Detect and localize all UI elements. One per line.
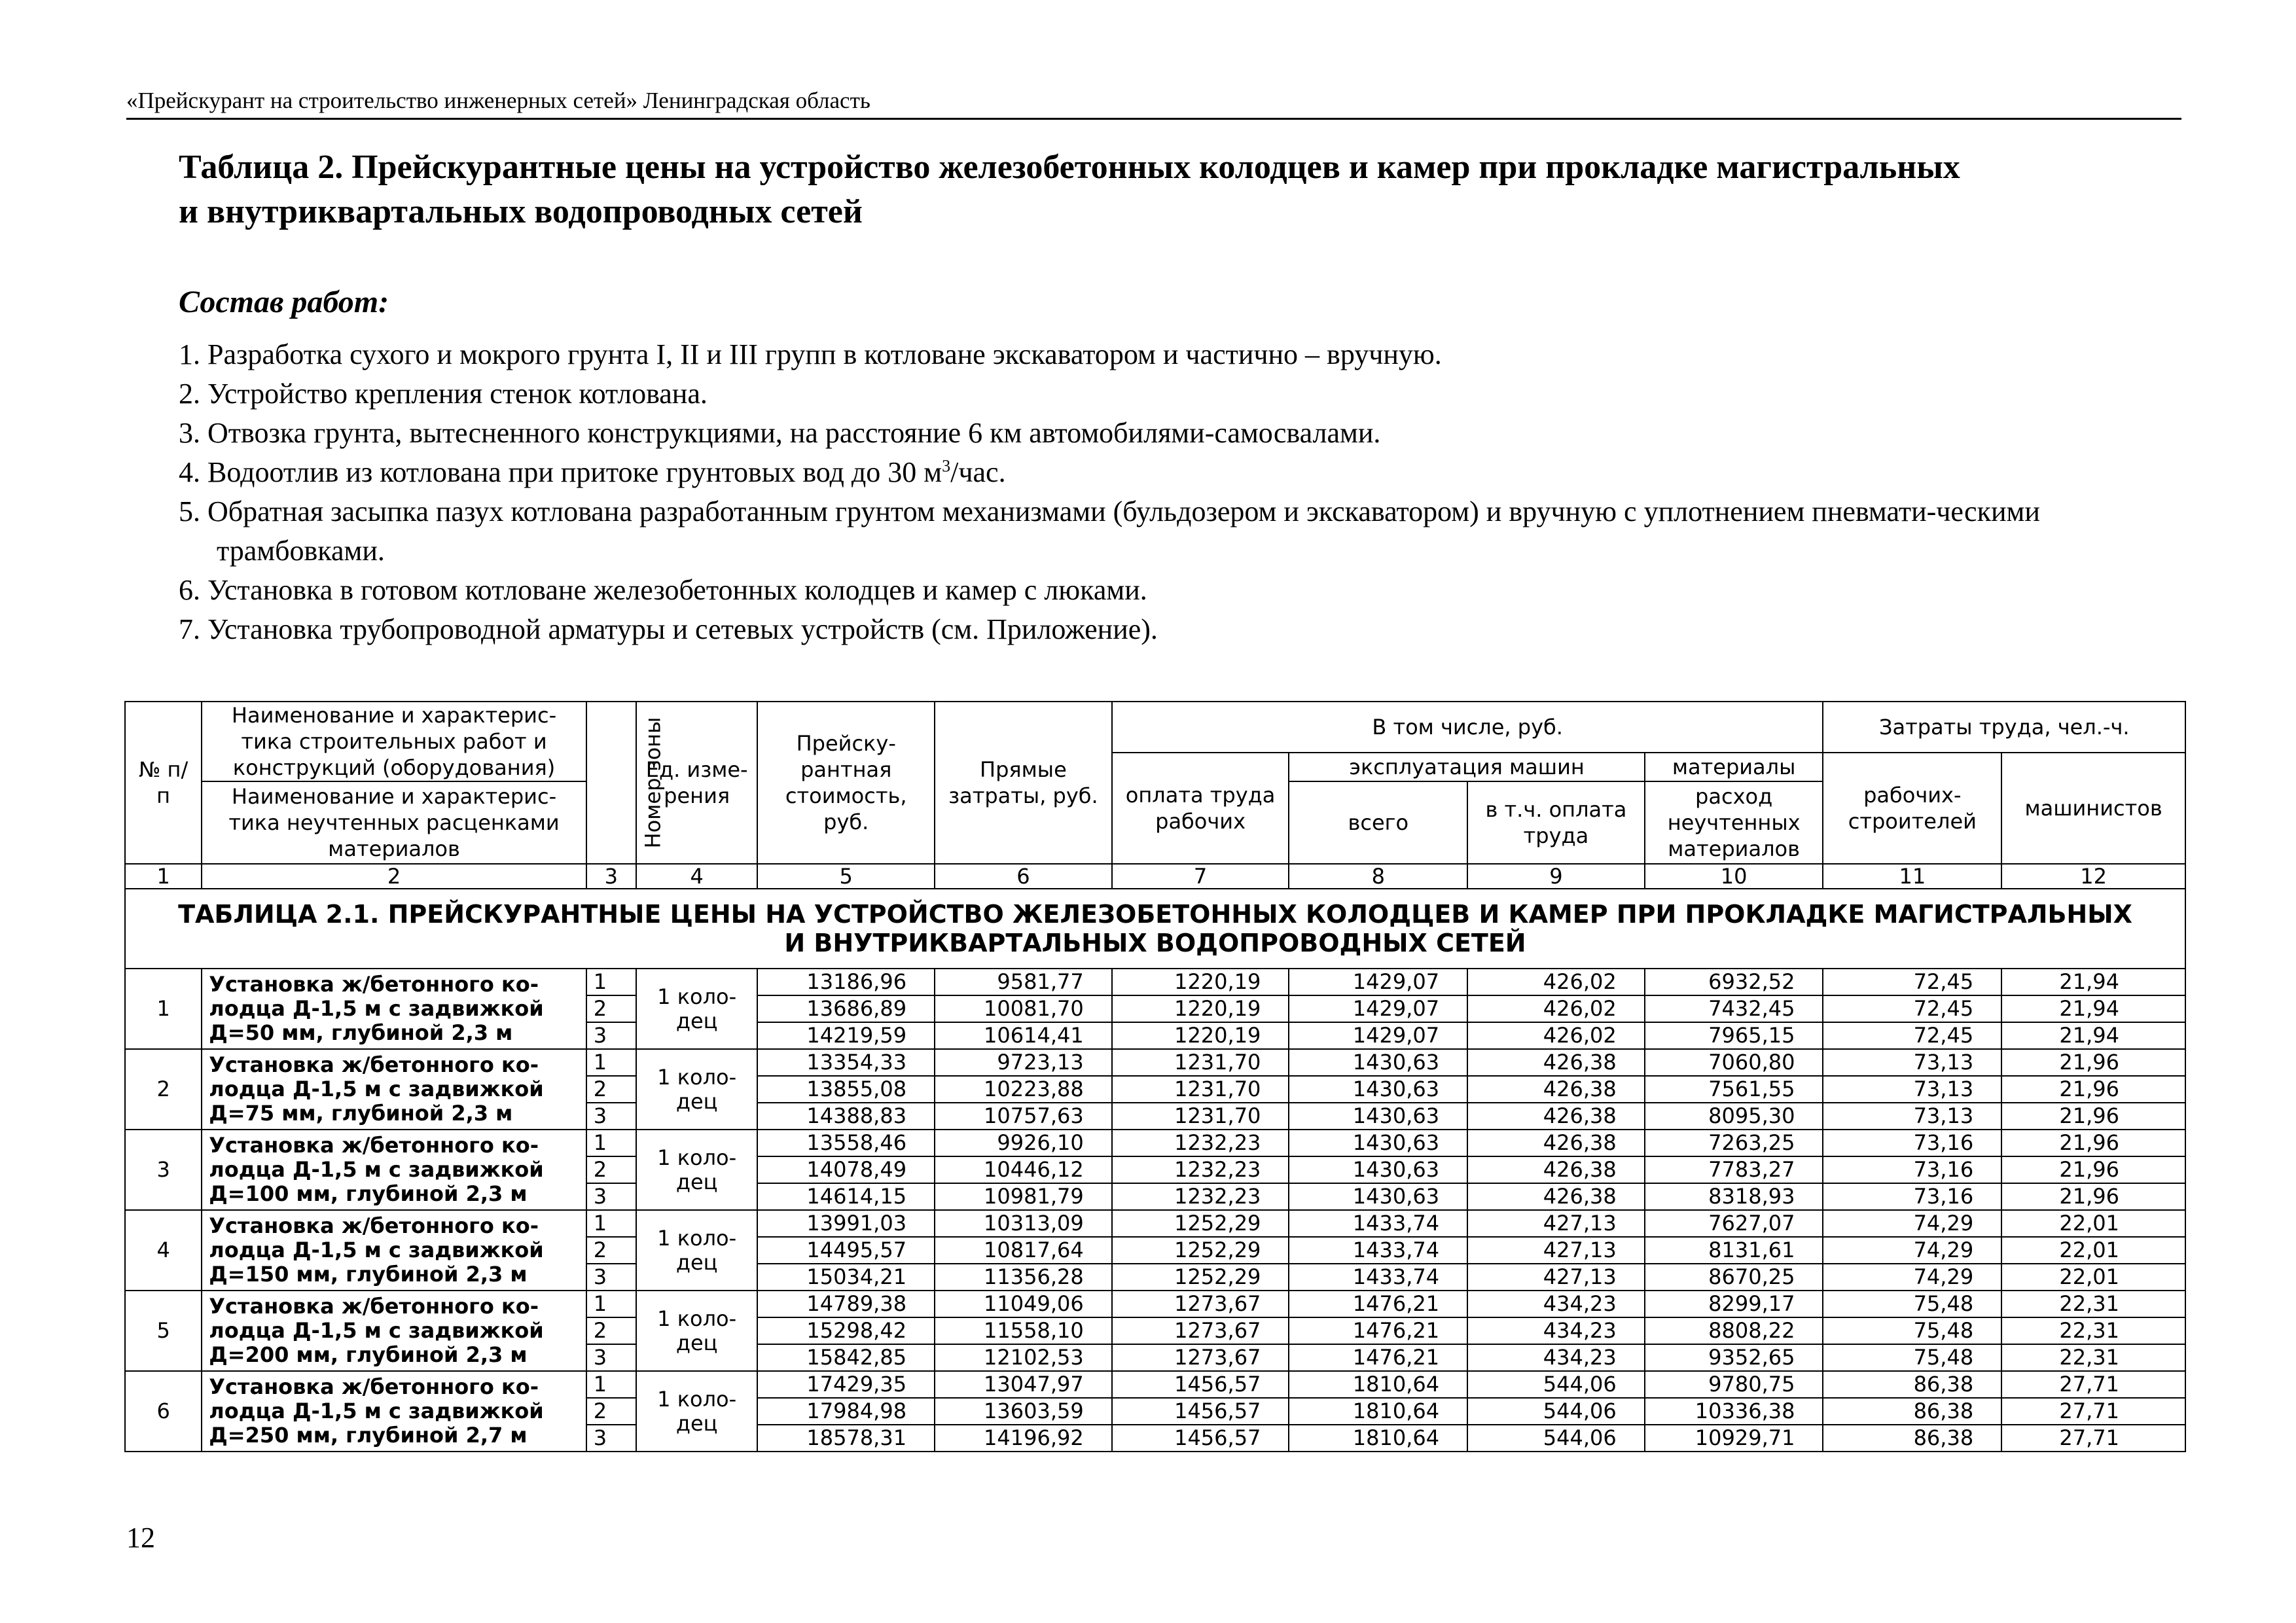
item-number: 5 (125, 1291, 202, 1371)
subtable-title-line-1: ТАБЛИЦА 2.1. ПРЕЙСКУРАНТНЫЕ ЦЕНЫ НА УСТРОЙСТВО ЖЕЛЕЗОБЕТОННЫХ КОЛОДЦЕВ И КАМЕР ПРИ ПРОКЛАДКЕ МАГИСТРАЛЬНЫХ (178, 900, 2132, 929)
machines-pay-cell: 427,13 (1467, 1237, 1645, 1264)
price-cell: 17429,35 (757, 1371, 935, 1398)
machines-pay-cell: 426,02 (1467, 969, 1645, 995)
work-item (179, 453, 2195, 492)
materials-cell: 7060,80 (1645, 1049, 1823, 1076)
zone-cell: 3 (586, 1344, 636, 1371)
machines-total-cell: 1430,63 (1289, 1076, 1467, 1103)
workers-cell: 86,38 (1823, 1371, 2001, 1398)
operators-cell: 27,71 (2001, 1425, 2185, 1452)
price-cell: 13186,96 (757, 969, 935, 995)
direct-cell: 10446,12 (935, 1156, 1112, 1183)
workers-cell: 86,38 (1823, 1425, 2001, 1452)
labor-pay-cell: 1232,23 (1112, 1130, 1289, 1156)
zone-cell: 2 (586, 995, 636, 1022)
labor-pay-cell: 1231,70 (1112, 1049, 1289, 1076)
direct-cell: 13603,59 (935, 1398, 1112, 1425)
materials-cell: 8808,22 (1645, 1317, 1823, 1344)
zone-cell: 1 (586, 1291, 636, 1317)
header-workers: рабочих-строителей (1823, 753, 2001, 864)
zone-cell: 3 (586, 1264, 636, 1291)
labor-pay-cell: 1456,57 (1112, 1398, 1289, 1425)
machines-pay-cell: 434,23 (1467, 1317, 1645, 1344)
header-direct: Прямые затраты, руб. (935, 702, 1112, 864)
direct-cell: 10223,88 (935, 1076, 1112, 1103)
operators-cell: 21,96 (2001, 1103, 2185, 1130)
machines-pay-cell: 544,06 (1467, 1371, 1645, 1398)
materials-cell: 7432,45 (1645, 995, 1823, 1022)
zone-cell: 2 (586, 1156, 636, 1183)
direct-cell: 10757,63 (935, 1103, 1112, 1130)
header-price: Прейску-рантная стоимость, руб. (757, 702, 935, 864)
materials-cell: 7263,25 (1645, 1130, 1823, 1156)
machines-pay-cell: 426,38 (1467, 1103, 1645, 1130)
item-number: 4 (125, 1210, 202, 1291)
price-cell: 13558,46 (757, 1130, 935, 1156)
zone-cell: 3 (586, 1183, 636, 1210)
machines-total-cell: 1433,74 (1289, 1264, 1467, 1291)
price-cell: 17984,98 (757, 1398, 935, 1425)
labor-pay-cell: 1456,57 (1112, 1371, 1289, 1398)
work-item: 1. Разработка сухого и мокрого грунта I, II и III групп в котловане экскаватором и частично – вручную. (179, 338, 1442, 370)
workers-cell: 73,16 (1823, 1130, 2001, 1156)
header-name-bottom: Наименование и характерис-тика неучтенных расценками материалов (202, 781, 586, 864)
labor-pay-cell: 1252,29 (1112, 1264, 1289, 1291)
zone-cell: 3 (586, 1103, 636, 1130)
operators-cell: 27,71 (2001, 1371, 2185, 1398)
zone-cell: 1 (586, 1210, 636, 1237)
workers-cell: 72,45 (1823, 969, 2001, 995)
labor-pay-cell: 1231,70 (1112, 1103, 1289, 1130)
machines-pay-cell: 544,06 (1467, 1398, 1645, 1425)
column-number: 9 (1467, 864, 1645, 889)
materials-cell: 7627,07 (1645, 1210, 1823, 1237)
machines-total-cell: 1810,64 (1289, 1371, 1467, 1398)
works-heading: Состав работ: (179, 285, 389, 319)
header-unit: Ед. изме-рения (636, 702, 757, 864)
operators-cell: 21,94 (2001, 1022, 2185, 1049)
machines-total-cell: 1476,21 (1289, 1291, 1467, 1317)
operators-cell: 22,31 (2001, 1317, 2185, 1344)
labor-pay-cell: 1232,23 (1112, 1183, 1289, 1210)
work-item-text-end: /час. (950, 456, 1006, 488)
labor-pay-cell: 1232,23 (1112, 1156, 1289, 1183)
machines-total-cell: 1429,07 (1289, 995, 1467, 1022)
direct-cell: 10081,70 (935, 995, 1112, 1022)
direct-cell: 14196,92 (935, 1425, 1112, 1452)
price-cell: 14495,57 (757, 1237, 935, 1264)
labor-pay-cell: 1231,70 (1112, 1076, 1289, 1103)
item-number: 2 (125, 1049, 202, 1130)
zone-cell: 3 (586, 1022, 636, 1049)
workers-cell: 75,48 (1823, 1344, 2001, 1371)
workers-cell: 74,29 (1823, 1210, 2001, 1237)
price-cell: 14078,49 (757, 1156, 935, 1183)
materials-cell: 7783,27 (1645, 1156, 1823, 1183)
superscript: 3 (942, 456, 951, 476)
machines-pay-cell: 426,02 (1467, 1022, 1645, 1049)
item-name: Установка ж/бетонного ко-лодца Д-1,5 м с задвижкой Д=150 мм, глубиной 2,3 м (202, 1210, 586, 1291)
workers-cell: 73,13 (1823, 1076, 2001, 1103)
column-number: 12 (2001, 864, 2185, 889)
machines-pay-cell: 426,38 (1467, 1076, 1645, 1103)
title-line-2: и внутриквартальных водопроводных сетей (179, 193, 863, 230)
header-operators: машинистов (2001, 753, 2185, 864)
unit-cell: 1 коло-дец (636, 1049, 757, 1130)
labor-pay-cell: 1273,67 (1112, 1291, 1289, 1317)
direct-cell: 10981,79 (935, 1183, 1112, 1210)
header-incl-pay: в т.ч. оплата труда (1467, 781, 1645, 864)
work-item-text: 4. Водоотлив из котлована при притоке грунтовых вод до 30 м (179, 456, 942, 488)
machines-total-cell: 1433,74 (1289, 1237, 1467, 1264)
direct-cell: 9581,77 (935, 969, 1112, 995)
header-materials: материалы (1645, 753, 1823, 781)
machines-pay-cell: 426,02 (1467, 995, 1645, 1022)
machines-pay-cell: 426,38 (1467, 1183, 1645, 1210)
machines-total-cell: 1429,07 (1289, 969, 1467, 995)
labor-pay-cell: 1273,67 (1112, 1344, 1289, 1371)
machines-pay-cell: 426,38 (1467, 1130, 1645, 1156)
labor-pay-cell: 1220,19 (1112, 995, 1289, 1022)
header-labor-pay: оплата труда рабочих (1112, 753, 1289, 864)
machines-pay-cell: 427,13 (1467, 1210, 1645, 1237)
column-number: 2 (202, 864, 586, 889)
title-line-1: Таблица 2. Прейскурантные цены на устройство железобетонных колодцев и камер при прокладке магистральных (179, 149, 1960, 186)
column-number: 3 (586, 864, 636, 889)
direct-cell: 10817,64 (935, 1237, 1112, 1264)
table-row (125, 1210, 2185, 1237)
workers-cell: 74,29 (1823, 1264, 2001, 1291)
column-number: 11 (1823, 864, 2001, 889)
workers-cell: 72,45 (1823, 995, 2001, 1022)
header-zone-label: Номер зоны (640, 717, 666, 849)
work-item: 6. Установка в готовом котловане железобетонных колодцев и камер с люками. (179, 574, 1147, 606)
unit-cell: 1 коло-дец (636, 1371, 757, 1452)
workers-cell: 73,16 (1823, 1183, 2001, 1210)
machines-total-cell: 1430,63 (1289, 1103, 1467, 1130)
machines-pay-cell: 426,38 (1467, 1156, 1645, 1183)
price-cell: 13686,89 (757, 995, 935, 1022)
header-zone (586, 702, 666, 864)
page-number: 12 (126, 1522, 155, 1554)
column-number: 1 (125, 864, 202, 889)
works-list (179, 335, 2195, 649)
workers-cell: 75,48 (1823, 1317, 2001, 1344)
zone-cell: 1 (586, 1371, 636, 1398)
column-number: 8 (1289, 864, 1467, 889)
labor-pay-cell: 1220,19 (1112, 1022, 1289, 1049)
zone-cell: 2 (586, 1237, 636, 1264)
workers-cell: 73,16 (1823, 1156, 2001, 1183)
subtable-title-line-2: И ВНУТРИКВАРТАЛЬНЫХ ВОДОПРОВОДНЫХ СЕТЕЙ (784, 929, 1526, 957)
direct-cell: 11356,28 (935, 1264, 1112, 1291)
machines-total-cell: 1476,21 (1289, 1344, 1467, 1371)
zone-cell: 2 (586, 1317, 636, 1344)
materials-cell: 9352,65 (1645, 1344, 1823, 1371)
operators-cell: 27,71 (2001, 1398, 2185, 1425)
machines-pay-cell: 426,38 (1467, 1049, 1645, 1076)
operators-cell: 21,96 (2001, 1130, 2185, 1156)
machines-total-cell: 1476,21 (1289, 1317, 1467, 1344)
zone-cell: 2 (586, 1398, 636, 1425)
direct-cell: 11049,06 (935, 1291, 1112, 1317)
price-cell: 15298,42 (757, 1317, 935, 1344)
direct-cell: 13047,97 (935, 1371, 1112, 1398)
operators-cell: 22,01 (2001, 1264, 2185, 1291)
item-name: Установка ж/бетонного ко-лодца Д-1,5 м с задвижкой Д=75 мм, глубиной 2,3 м (202, 1049, 586, 1130)
table-row (125, 1049, 2185, 1076)
workers-cell: 86,38 (1823, 1398, 2001, 1425)
materials-cell: 8095,30 (1645, 1103, 1823, 1130)
table-row (125, 1371, 2185, 1398)
price-cell: 13855,08 (757, 1076, 935, 1103)
item-name: Установка ж/бетонного ко-лодца Д-1,5 м с задвижкой Д=200 мм, глубиной 2,3 м (202, 1291, 586, 1371)
item-name: Установка ж/бетонного ко-лодца Д-1,5 м с задвижкой Д=250 мм, глубиной 2,7 м (202, 1371, 586, 1452)
direct-cell: 12102,53 (935, 1344, 1112, 1371)
operators-cell: 22,31 (2001, 1344, 2185, 1371)
header-unaccounted: расход неучтенных материалов (1645, 781, 1823, 864)
subtable-title-row (125, 889, 2185, 969)
machines-total-cell: 1430,63 (1289, 1183, 1467, 1210)
workers-cell: 73,13 (1823, 1103, 2001, 1130)
price-cell: 15842,85 (757, 1344, 935, 1371)
work-item: 2. Устройство крепления стенок котлована. (179, 378, 708, 410)
zone-cell: 1 (586, 969, 636, 995)
operators-cell: 22,31 (2001, 1291, 2185, 1317)
labor-pay-cell: 1252,29 (1112, 1210, 1289, 1237)
materials-cell: 7561,55 (1645, 1076, 1823, 1103)
materials-cell: 8299,17 (1645, 1291, 1823, 1317)
machines-pay-cell: 427,13 (1467, 1264, 1645, 1291)
column-numbers-row (125, 864, 2185, 889)
table-row (125, 1130, 2185, 1156)
column-number: 5 (757, 864, 935, 889)
header-incl: В том числе, руб. (1112, 702, 1823, 753)
labor-pay-cell: 1220,19 (1112, 969, 1289, 995)
workers-cell: 73,13 (1823, 1049, 2001, 1076)
header-num: № п/п (125, 702, 202, 864)
item-name: Установка ж/бетонного ко-лодца Д-1,5 м с задвижкой Д=100 мм, глубиной 2,3 м (202, 1130, 586, 1210)
price-cell: 13991,03 (757, 1210, 935, 1237)
labor-pay-cell: 1273,67 (1112, 1317, 1289, 1344)
price-cell: 14388,83 (757, 1103, 935, 1130)
item-number: 6 (125, 1371, 202, 1452)
price-cell: 15034,21 (757, 1264, 935, 1291)
running-header: «Прейскурант на строительство инженерных сетей» Ленинградская область (126, 86, 2181, 120)
materials-cell: 8670,25 (1645, 1264, 1823, 1291)
price-cell: 14789,38 (757, 1291, 935, 1317)
column-number: 4 (636, 864, 757, 889)
zone-cell: 2 (586, 1076, 636, 1103)
materials-cell: 6932,52 (1645, 969, 1823, 995)
item-number: 3 (125, 1130, 202, 1210)
materials-cell: 7965,15 (1645, 1022, 1823, 1049)
machines-total-cell: 1430,63 (1289, 1049, 1467, 1076)
item-name: Установка ж/бетонного ко-лодца Д-1,5 м с задвижкой Д=50 мм, глубиной 2,3 м (202, 969, 586, 1049)
table-row (125, 969, 2185, 995)
labor-pay-cell: 1456,57 (1112, 1425, 1289, 1452)
work-item: 3. Отвозка грунта, вытесненного конструкциями, на расстояние 6 км автомобилями-самосвалами. (179, 417, 1381, 449)
table-row (125, 1291, 2185, 1317)
operators-cell: 21,96 (2001, 1183, 2185, 1210)
column-number: 10 (1645, 864, 1823, 889)
machines-total-cell: 1433,74 (1289, 1210, 1467, 1237)
materials-cell: 9780,75 (1645, 1371, 1823, 1398)
operators-cell: 22,01 (2001, 1237, 2185, 1264)
unit-cell: 1 коло-дец (636, 1210, 757, 1291)
direct-cell: 10313,09 (935, 1210, 1112, 1237)
operators-cell: 21,96 (2001, 1156, 2185, 1183)
machines-total-cell: 1810,64 (1289, 1398, 1467, 1425)
unit-cell: 1 коло-дец (636, 1130, 757, 1210)
column-number: 7 (1112, 864, 1289, 889)
direct-cell: 10614,41 (935, 1022, 1112, 1049)
machines-pay-cell: 434,23 (1467, 1344, 1645, 1371)
materials-cell: 10336,38 (1645, 1398, 1823, 1425)
table-data (125, 969, 2185, 1452)
header-machines: эксплуатация машин (1289, 753, 1644, 781)
machines-pay-cell: 434,23 (1467, 1291, 1645, 1317)
item-number: 1 (125, 969, 202, 1049)
page-title (179, 145, 2195, 234)
header-name-top: Наименование и характерис-тика строительных работ и конструкций (оборудования) (202, 702, 586, 781)
zone-cell: 1 (586, 1049, 636, 1076)
machines-total-cell: 1810,64 (1289, 1425, 1467, 1452)
column-number: 6 (935, 864, 1112, 889)
header-labor: Затраты труда, чел.-ч. (1823, 702, 2185, 753)
price-cell: 18578,31 (757, 1425, 935, 1452)
zone-cell: 3 (586, 1425, 636, 1452)
workers-cell: 74,29 (1823, 1237, 2001, 1264)
labor-pay-cell: 1252,29 (1112, 1237, 1289, 1264)
operators-cell: 21,94 (2001, 969, 2185, 995)
header-total: всего (1289, 781, 1467, 864)
operators-cell: 21,96 (2001, 1049, 2185, 1076)
direct-cell: 9926,10 (935, 1130, 1112, 1156)
machines-total-cell: 1430,63 (1289, 1130, 1467, 1156)
machines-pay-cell: 544,06 (1467, 1425, 1645, 1452)
unit-cell: 1 коло-дец (636, 969, 757, 1049)
operators-cell: 21,94 (2001, 995, 2185, 1022)
operators-cell: 21,96 (2001, 1076, 2185, 1103)
workers-cell: 72,45 (1823, 1022, 2001, 1049)
machines-total-cell: 1429,07 (1289, 1022, 1467, 1049)
subtable-title (125, 889, 2185, 969)
materials-cell: 10929,71 (1645, 1425, 1823, 1452)
price-cell: 14219,59 (757, 1022, 935, 1049)
materials-cell: 8131,61 (1645, 1237, 1823, 1264)
workers-cell: 75,48 (1823, 1291, 2001, 1317)
machines-total-cell: 1430,63 (1289, 1156, 1467, 1183)
direct-cell: 9723,13 (935, 1049, 1112, 1076)
materials-cell: 8318,93 (1645, 1183, 1823, 1210)
operators-cell: 22,01 (2001, 1210, 2185, 1237)
work-item: 5. Обратная засыпка пазух котлована разработанным грунтом механизмами (бульдозером и экскаватором) и вручную с уплотнением пневмати-ческими трамбовками. (179, 495, 2040, 567)
price-table (124, 701, 2186, 1452)
unit-cell: 1 коло-дец (636, 1291, 757, 1371)
price-cell: 13354,33 (757, 1049, 935, 1076)
work-item: 7. Установка трубопроводной арматуры и сетевых устройств (см. Приложение). (179, 613, 1158, 645)
zone-cell: 1 (586, 1130, 636, 1156)
price-cell: 14614,15 (757, 1183, 935, 1210)
direct-cell: 11558,10 (935, 1317, 1112, 1344)
